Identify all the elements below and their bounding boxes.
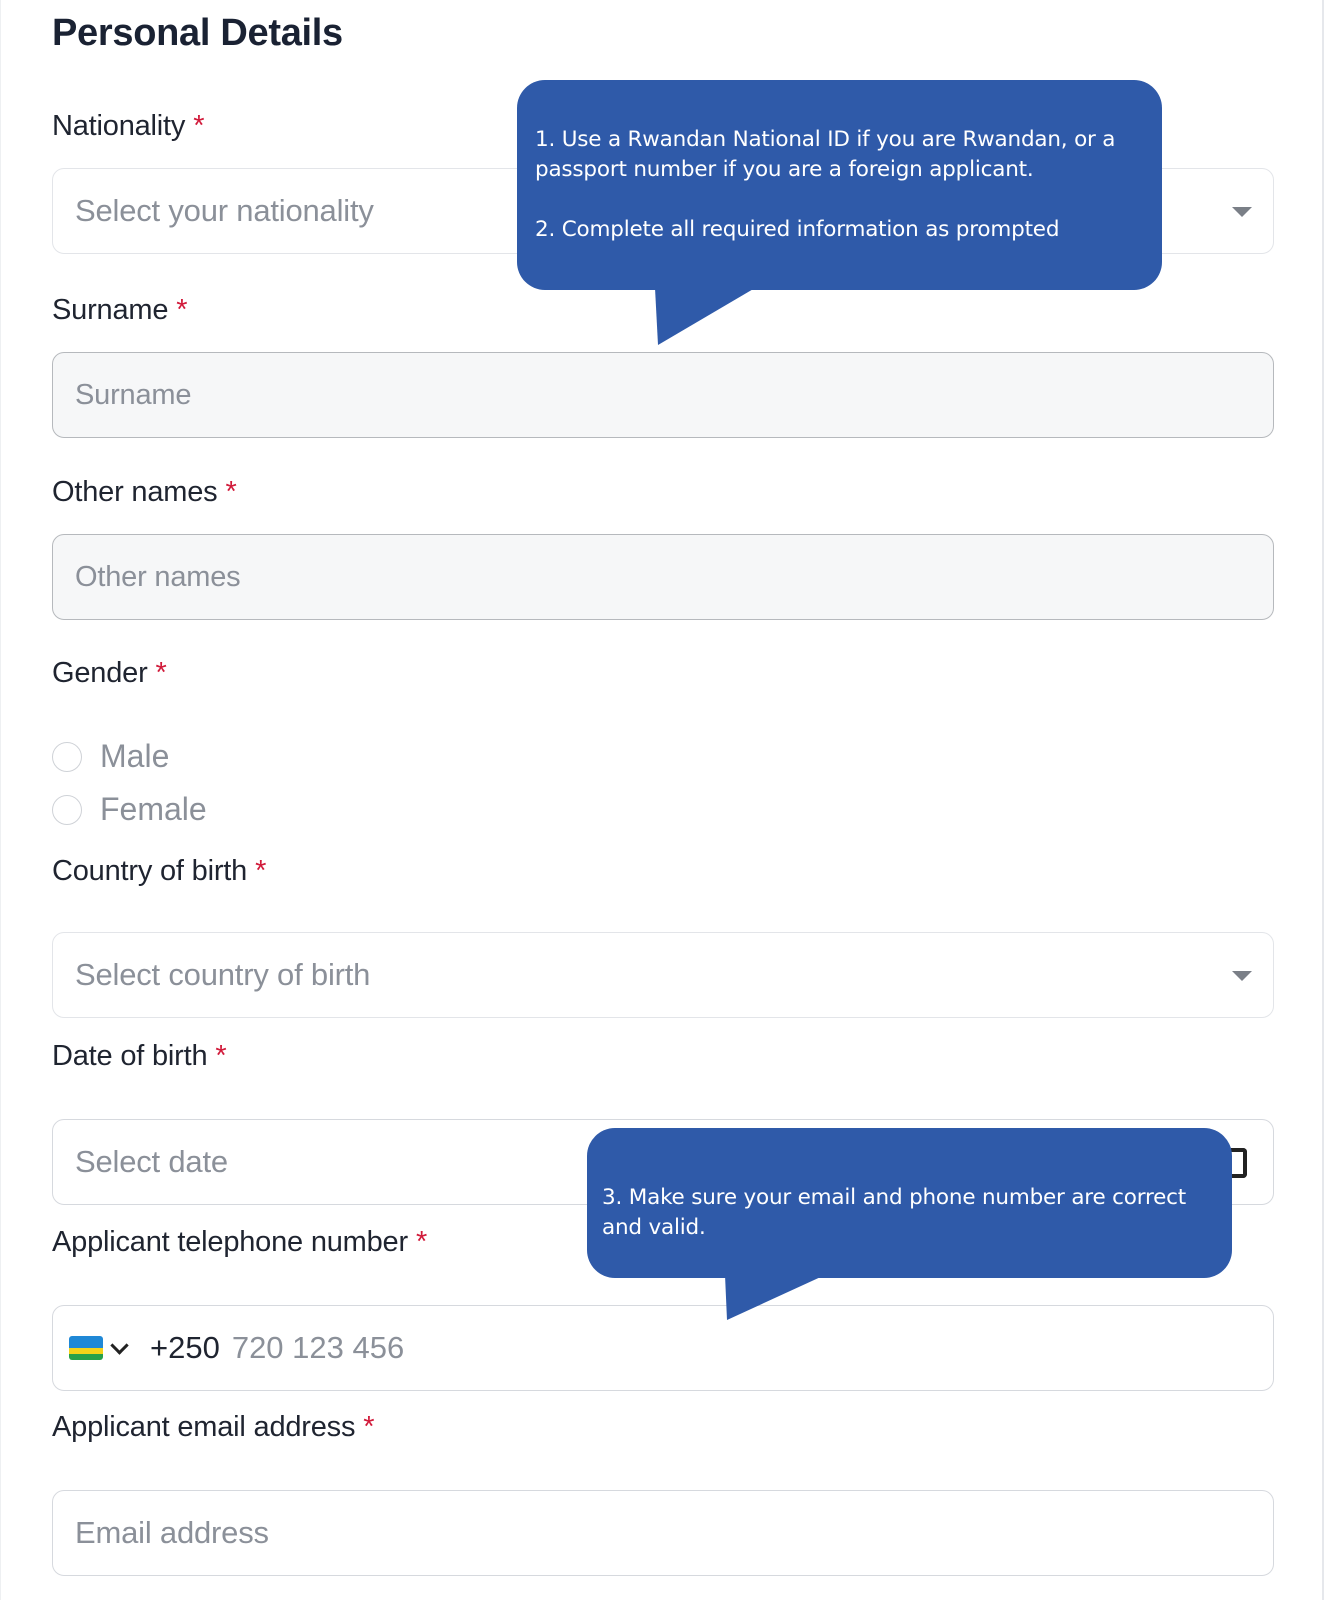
tooltip-bottom xyxy=(587,1128,1232,1278)
other-names-label xyxy=(52,476,237,509)
email-input[interactable] xyxy=(52,1490,1274,1576)
required-marker: * xyxy=(155,657,167,689)
email-placeholder: Email address xyxy=(75,1515,269,1550)
caret-down-icon xyxy=(1232,207,1252,217)
date-of-birth-placeholder: Select date xyxy=(75,1144,228,1179)
required-marker: * xyxy=(255,855,267,887)
gender-option-male[interactable] xyxy=(52,738,169,775)
tooltip-bottom-tail xyxy=(725,1275,825,1323)
other-names-label-text: Other names xyxy=(52,476,218,508)
country-of-birth-select[interactable] xyxy=(52,932,1274,1018)
tooltip-top-line1: 1. Use a Rwandan National ID if you are Rwandan, or a passport number if you are a foreign applicant. xyxy=(535,127,1116,182)
tooltip-top xyxy=(517,80,1162,290)
other-names-placeholder: Other names xyxy=(75,560,241,593)
telephone-label xyxy=(52,1226,427,1259)
required-marker: * xyxy=(415,1226,428,1258)
email-label-text: Applicant email address xyxy=(52,1411,356,1443)
telephone-label-text: Applicant telephone number xyxy=(52,1226,408,1258)
telephone-placeholder: 720 123 456 xyxy=(231,1330,405,1365)
date-of-birth-label-text: Date of birth xyxy=(52,1040,208,1072)
required-marker: * xyxy=(176,294,188,326)
nationality-label xyxy=(52,110,204,143)
required-marker: * xyxy=(193,110,205,142)
country-of-birth-placeholder: Select country of birth xyxy=(75,957,371,992)
surname-label-text: Surname xyxy=(52,294,169,326)
gender-label-text: Gender xyxy=(52,657,148,689)
surname-input[interactable] xyxy=(52,352,1274,438)
radio-female[interactable] xyxy=(52,795,82,825)
required-marker: * xyxy=(363,1411,375,1443)
date-of-birth-label xyxy=(52,1040,226,1073)
nationality-placeholder: Select your nationality xyxy=(75,193,374,228)
surname-label xyxy=(52,294,187,327)
surname-placeholder: Surname xyxy=(75,378,192,411)
required-marker: * xyxy=(225,476,237,508)
nationality-label-text: Nationality xyxy=(52,110,186,142)
chevron-down-icon xyxy=(110,1336,128,1354)
dial-code: +250 xyxy=(150,1330,220,1365)
telephone-input[interactable] xyxy=(52,1305,1274,1391)
tooltip-top-line2: 2. Complete all required information as prompted xyxy=(535,217,1060,242)
other-names-input[interactable] xyxy=(52,534,1274,620)
country-of-birth-label-text: Country of birth xyxy=(52,855,248,887)
radio-label-female: Female xyxy=(100,791,207,827)
tooltip-top-tail xyxy=(655,288,755,348)
radio-label-male: Male xyxy=(100,738,170,774)
rwanda-flag-icon xyxy=(69,1336,103,1360)
gender-label xyxy=(52,657,167,690)
page-title: Personal Details xyxy=(52,12,343,54)
gender-option-female[interactable] xyxy=(52,791,207,828)
calendar-icon[interactable] xyxy=(1231,1148,1247,1178)
tooltip-bottom-line1: 3. Make sure your email and phone number are correct and valid. xyxy=(602,1185,1187,1240)
email-label xyxy=(52,1411,374,1444)
radio-male[interactable] xyxy=(52,742,82,772)
country-of-birth-label xyxy=(52,855,266,888)
country-code-dropdown[interactable] xyxy=(69,1336,126,1360)
caret-down-icon xyxy=(1232,971,1252,981)
required-marker: * xyxy=(215,1040,227,1072)
